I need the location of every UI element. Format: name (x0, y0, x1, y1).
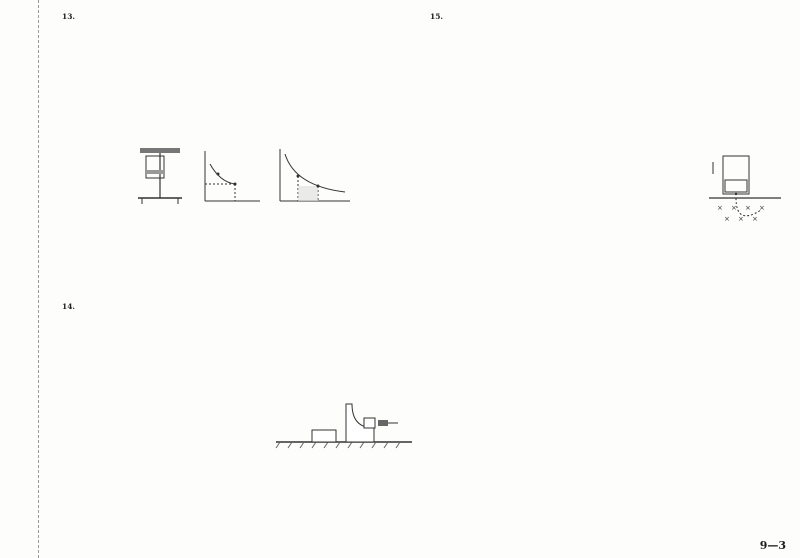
block-b (364, 418, 375, 428)
bullet-gun (378, 420, 388, 426)
svg-text:×: × (745, 204, 751, 212)
q13-figures (110, 146, 360, 218)
question-14 (62, 300, 414, 314)
question-15 (430, 10, 785, 24)
q15-figure (705, 148, 785, 236)
question-number: 14. (62, 302, 76, 311)
svg-text:×: × (731, 204, 737, 212)
magnetic-field-marks (717, 204, 765, 223)
fig-cylinder-apparatus (138, 148, 182, 204)
svg-text:×: × (738, 215, 744, 223)
fig-pv-graph (205, 151, 260, 201)
block-c (312, 430, 336, 442)
svg-text:×: × (759, 204, 765, 212)
fig-hyperbola-graph (280, 149, 350, 201)
question-13 (62, 10, 414, 24)
svg-text:×: × (724, 215, 730, 223)
page-footer (754, 539, 786, 552)
question-number: 13. (62, 12, 76, 21)
q14-figure (274, 398, 414, 450)
svg-text:×: × (717, 204, 723, 212)
page-number: 9—3 (759, 539, 786, 552)
velocity-selector (725, 180, 747, 192)
svg-text:×: × (752, 215, 758, 223)
accelerator-region (723, 156, 749, 194)
question-number: 15. (430, 12, 444, 21)
binding-margin (0, 0, 39, 558)
